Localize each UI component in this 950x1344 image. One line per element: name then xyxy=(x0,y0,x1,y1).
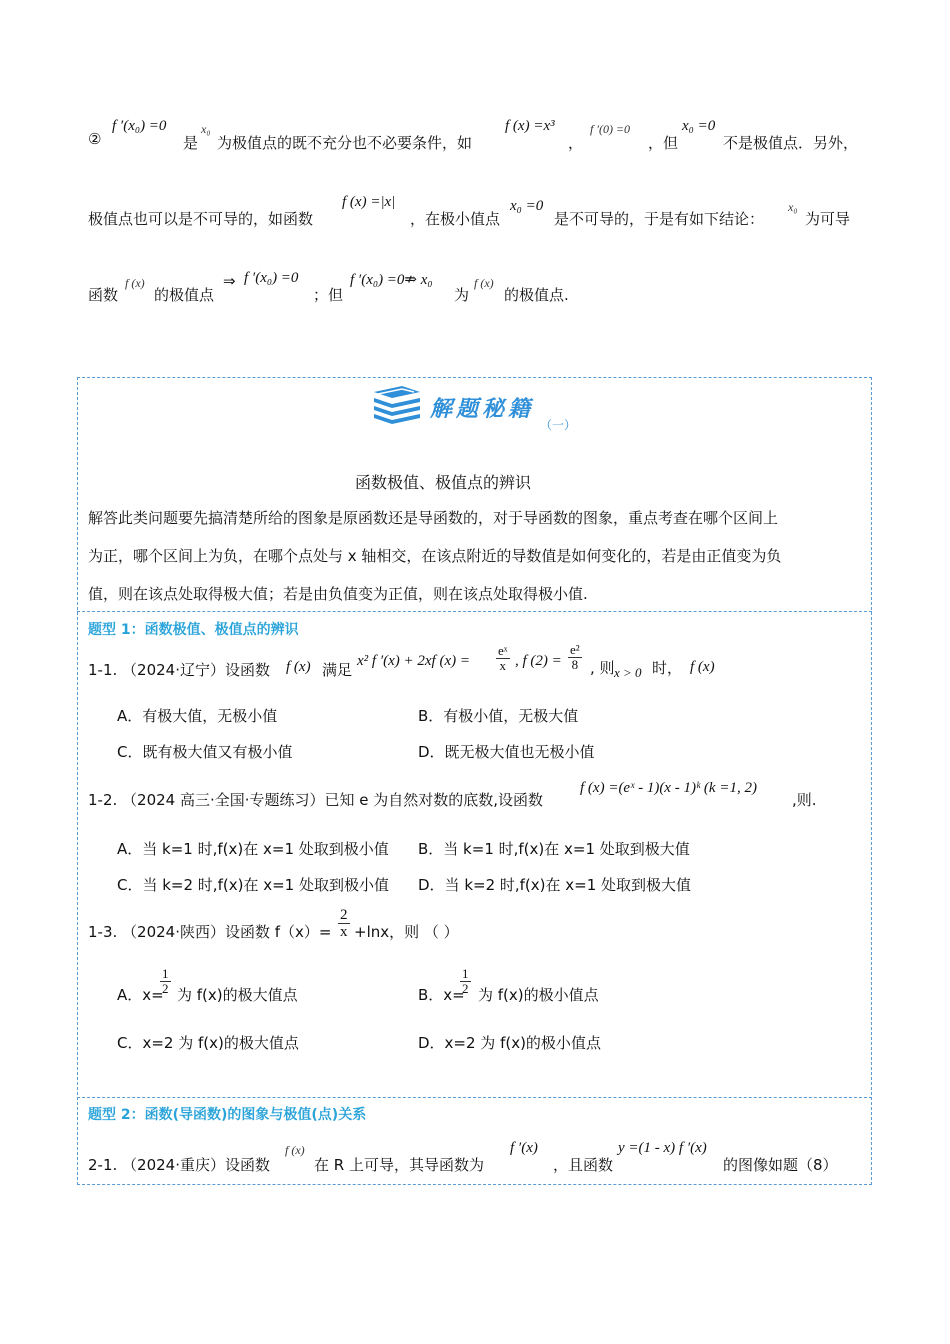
fraction xyxy=(496,644,510,673)
math: f ′(x) xyxy=(510,1140,538,1156)
paragraph-line: 解答此类问题要先搞清楚所给的图象是原函数还是导函数的，对于导函数的图象，重点考查在哪个区间上 xyxy=(88,509,779,527)
option-c[interactable]: C．x=2 为 f(x)的极大值点 xyxy=(117,1034,299,1052)
numerator: 2 xyxy=(340,907,348,923)
banner-subtitle: （一） xyxy=(540,418,577,432)
text: 函数 xyxy=(88,286,119,304)
question-1-1: 1-1. （2024·辽宁）设函数 xyxy=(88,661,270,679)
option-b[interactable]: B．有极小值，无极大值 xyxy=(418,707,579,725)
type-2-title: 题型 2：函数(导函数)的图象与极值(点)关系 xyxy=(88,1107,367,1123)
intro-line-1 xyxy=(88,130,101,148)
text: 是不可导的，于是有如下结论： xyxy=(554,210,765,228)
text: ，且函数 xyxy=(553,1156,614,1174)
option-d[interactable]: D．既无极大值也无极小值 xyxy=(418,743,595,761)
math-fx: f (x) xyxy=(474,276,494,290)
section-divider xyxy=(77,611,872,612)
option-d[interactable]: D．当 k=2 时,f(x)在 x=1 处取到极大值 xyxy=(418,876,692,894)
math: x² f ′(x) + 2xf (x) = xyxy=(357,653,470,669)
option-c[interactable]: C．既有极大值又有极小值 xyxy=(117,743,293,761)
math-x0: x₀ xyxy=(788,200,798,214)
denominator: 2 xyxy=(462,981,469,996)
numerator: e² xyxy=(570,642,580,657)
option-a[interactable]: A．有极大值，无极小值 xyxy=(117,707,278,725)
text: 是 xyxy=(183,134,199,152)
option-b[interactable]: B．当 k=1 时,f(x)在 x=1 处取到极大值 xyxy=(418,840,690,858)
text: 时， xyxy=(652,659,683,677)
text: ， xyxy=(568,134,584,152)
banner-title: 解题秘籍 xyxy=(430,396,535,422)
math: f (x) =(eˣ - 1)(x - 1)ᵏ (k =1, 2) xyxy=(580,780,757,796)
math: y =(1 - x) f ′(x) xyxy=(618,1140,707,1156)
book-stack-icon xyxy=(372,384,422,426)
fraction xyxy=(338,907,350,940)
math-fprime-x0: f ′(x₀) =0 xyxy=(112,118,167,134)
numerator: eˣ xyxy=(498,643,508,658)
math: f (x) xyxy=(286,659,311,675)
denominator: x xyxy=(340,924,348,940)
question-1-3: 1-3. （2024·陕西）设函数 f（x）= xyxy=(88,923,332,941)
text: 在 R 上可导，其导函数为 xyxy=(314,1156,484,1174)
question-2-1: 2-1. （2024·重庆）设函数 xyxy=(88,1156,270,1174)
math: f (x) xyxy=(690,659,715,675)
option-a[interactable]: A．当 k=1 时,f(x)在 x=1 处取到极小值 xyxy=(117,840,389,858)
math-fprime-x0: f ′(x₀) =0 xyxy=(244,270,299,286)
text: 的极值点. xyxy=(504,286,569,304)
section-divider xyxy=(77,1097,872,1098)
text: ，在极小值点 xyxy=(410,210,501,228)
option-c[interactable]: C．当 k=2 时,f(x)在 x=1 处取到极小值 xyxy=(117,876,389,894)
math-not-implies: f ′(x₀) =0⇏ x₀ xyxy=(350,272,433,288)
circled-number: ② xyxy=(88,130,102,148)
type-1-title: 题型 1：函数极值、极值点的辨识 xyxy=(88,622,299,638)
fraction xyxy=(460,967,471,996)
text: B．x= xyxy=(418,986,465,1004)
fraction xyxy=(568,643,582,672)
denominator: x xyxy=(499,658,507,673)
math: f (x) xyxy=(285,1143,305,1157)
section-heading: 函数极值、极值点的辨识 xyxy=(355,473,532,492)
text: , 则 xyxy=(590,659,615,677)
text: +lnx，则 （ ） xyxy=(354,923,459,941)
fraction xyxy=(160,967,171,996)
math-fprime-0: f ′(0) =0 xyxy=(590,122,631,136)
text: ；但 xyxy=(313,286,344,304)
text: 极值点也可以是不可导的，如函数 xyxy=(88,210,314,228)
text: 为 f(x)的极大值点 xyxy=(177,986,298,1004)
math-x0: x₀ xyxy=(201,122,211,136)
text: 为 f(x)的极小值点 xyxy=(478,986,599,1004)
numerator: 1 xyxy=(162,966,169,981)
option-a[interactable] xyxy=(117,984,164,1005)
denominator: 8 xyxy=(571,657,579,672)
text: ，但 xyxy=(648,134,679,152)
text: ,则. xyxy=(792,791,817,809)
text: 为极值点的既不充分也不必要条件，如 xyxy=(217,134,473,152)
text: 满足 xyxy=(322,661,353,679)
paragraph-line: 为正，哪个区间上为负，在哪个点处与 x 轴相交，在该点附近的导数值是如何变化的，若是由正值变为负 xyxy=(88,547,782,565)
math: x > 0 xyxy=(614,665,642,680)
text: 的图像如题（8） xyxy=(723,1156,838,1174)
option-d[interactable]: D．x=2 为 f(x)的极小值点 xyxy=(418,1034,601,1052)
paragraph-line: 值，则在该点处取得极大值；若是由负值变为正值，则在该点处取得极小值. xyxy=(88,585,588,603)
text: 为 xyxy=(454,286,470,304)
math-fx: f (x) xyxy=(125,276,145,290)
math-x0-eq-0: x₀ =0 xyxy=(510,198,544,214)
implies-arrow: ⇒ xyxy=(223,272,236,290)
question-1-2: 1-2. （2024 高三·全国·专题练习）已知 e 为自然对数的底数,设函数 xyxy=(88,791,544,809)
numerator: 1 xyxy=(462,966,469,981)
math-x0-eq-0: x₀ =0 xyxy=(682,118,716,134)
text: 为可导 xyxy=(805,210,851,228)
text: 不是极值点．另外， xyxy=(723,134,859,152)
math-fx-x3: f (x) =x³ xyxy=(505,118,555,134)
text: A．x= xyxy=(117,986,164,1004)
math: , f (2) = xyxy=(515,653,562,669)
text: 的极值点 xyxy=(154,286,215,304)
math-f-abs: f (x) =|x| xyxy=(342,194,396,210)
denominator: 2 xyxy=(162,981,169,996)
option-b[interactable] xyxy=(418,984,465,1005)
